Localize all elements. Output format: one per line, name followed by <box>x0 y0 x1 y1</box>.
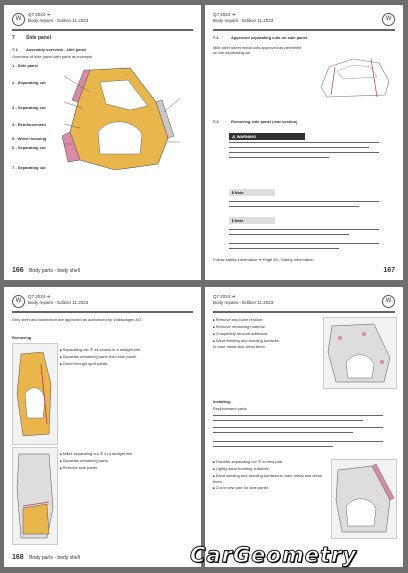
legend-item: 2 - Separating cut <box>12 80 46 85</box>
removal-step: ■ Separating cut ⑦ as shown in a straight line. <box>60 347 141 353</box>
note-text-line <box>229 234 349 235</box>
section-title: Side panel <box>26 35 52 41</box>
cleanup-step: ■ Remove remaining material. <box>213 324 266 330</box>
text-line <box>213 420 363 421</box>
section-number: 7 <box>12 35 15 41</box>
legend-item: 7 - Separating cut <box>12 165 46 170</box>
note-icon: ℹ <box>232 190 234 195</box>
manual-page-167 <box>205 5 403 280</box>
manual-page-166 <box>4 5 201 280</box>
removing-heading: Removing <box>12 335 32 340</box>
vw-logo-icon: W <box>382 13 395 26</box>
note-text-line <box>229 229 379 230</box>
page-footer <box>12 267 193 275</box>
note-label: Note <box>234 190 244 195</box>
note-banner <box>229 189 275 196</box>
install-step: ■ Transfer separating cut ⑦ to new part. <box>213 459 283 465</box>
header-subtitle: Body repairs - Edition 11.2023 <box>28 300 89 305</box>
intro-text: Overview of side panel with parts as example <box>12 54 93 59</box>
header-rule <box>213 29 395 31</box>
install-step: ■ Cut in new part for side panel. <box>213 485 269 491</box>
subsection-title: Assembly overview - side panel <box>26 47 87 52</box>
removal-step: ■ Separate remaining parts from side panel. <box>60 354 137 360</box>
text-line <box>213 446 333 447</box>
page-header <box>12 12 193 26</box>
vw-logo-icon: W <box>12 13 25 26</box>
manual-page-168 <box>4 287 201 567</box>
note-text-line <box>229 248 339 249</box>
cleanup-figure <box>323 317 397 389</box>
subsection-title: Approved separating cuts on side panel <box>231 35 308 40</box>
install-figure <box>331 459 397 539</box>
note-label: Note <box>234 218 244 223</box>
header-model: Q7 2024 ➔ <box>28 294 51 299</box>
vw-logo-icon: W <box>382 295 395 308</box>
subsection-text: Mild steel sheet metal cuts approved as permitted on the separating cut <box>213 45 302 55</box>
removal-step-figure <box>12 447 58 545</box>
warning-text-line <box>229 152 379 153</box>
page-footer <box>213 267 395 275</box>
page-number: 167 <box>383 267 395 274</box>
subsection-number: 7.2 <box>213 35 219 40</box>
header-rule <box>12 29 193 31</box>
warning-text-line <box>229 142 379 143</box>
warning-text-line <box>229 147 369 148</box>
note-text-line <box>229 243 379 244</box>
text-line <box>213 415 383 416</box>
subsection-number: 7.3 <box>213 119 219 124</box>
page-number: 166 <box>12 267 24 274</box>
page-header <box>12 294 193 308</box>
removal-step: ■ Separate remaining parts. <box>60 458 109 464</box>
replacement-heading: Replacement parts <box>213 406 247 411</box>
footer-text: Follow safety information ➔ Page 40 - Safety information <box>213 257 314 262</box>
cleanup-step: ■ Sand welding and bonding surfaces to bare metal and clean them. <box>213 338 283 349</box>
header-model: Q7 2024 ➔ <box>213 12 236 17</box>
separating-cuts-figure <box>313 37 393 109</box>
header-rule <box>12 311 193 313</box>
legend-item: 6 - Separating cut <box>12 145 46 150</box>
header-subtitle: Body repairs - Edition 11.2023 <box>213 300 274 305</box>
note-text-line <box>229 206 359 207</box>
removal-step-figure <box>12 343 58 445</box>
removal-step: ■ Make separating cut ⑦ in a straight line. <box>60 451 134 457</box>
header-model: Q7 2024 ➔ <box>213 294 236 299</box>
text-line <box>213 432 353 433</box>
installing-heading: Installing <box>213 399 231 404</box>
page-footer <box>12 554 193 562</box>
removal-step: ■ Remove side panel. <box>60 465 98 471</box>
legend-item: 3 - Separating cut <box>12 105 46 110</box>
page-header <box>213 294 395 308</box>
legend-item: 4 - Reinforcement <box>12 122 46 127</box>
install-step: ■ Sand welding and bonding surfaces to bare metal and clean them. <box>213 473 323 484</box>
warning-label: WARNING <box>236 134 257 139</box>
intro-text: Only steel and aluminium are approved as authorised by Volkswagen AG. <box>12 317 143 322</box>
header-subtitle: Body repairs - Edition 11.2023 <box>28 18 89 23</box>
removal-step: ■ Grind through spot welds. <box>60 361 108 367</box>
cleanup-step: ■ Remove any foam residue. <box>213 317 263 323</box>
subsection-number: 7.1 <box>12 47 18 52</box>
page-number: 168 <box>12 554 24 561</box>
footer-text: Body parts - body shell <box>29 268 80 274</box>
page-header <box>213 12 395 26</box>
footer-text: Body parts - body shell <box>29 555 80 561</box>
cleanup-step: ■ Completely remove adhesive. <box>213 331 268 337</box>
note-icon: ℹ <box>232 218 234 223</box>
note-text-line <box>229 201 379 202</box>
header-model: Q7 2024 ➔ <box>28 12 51 17</box>
text-line <box>213 441 383 442</box>
cargeometry-watermark: CarGeometry <box>190 543 358 567</box>
header-rule <box>213 311 395 313</box>
note-banner <box>229 217 275 224</box>
header-subtitle: Body repairs - Edition 11.2023 <box>213 18 274 23</box>
warning-triangle-icon: ⚠ <box>232 134 236 139</box>
text-line <box>213 427 383 428</box>
legend-item: 1 - Side panel <box>12 63 38 68</box>
install-step: ■ Lightly sand bonding surfaces. <box>213 466 270 472</box>
side-panel-figure <box>60 62 190 182</box>
warning-text-line <box>229 157 329 158</box>
manual-page-169 <box>205 287 403 567</box>
warning-banner <box>229 133 305 140</box>
legend-item: 5 - Wheel housing <box>12 136 47 141</box>
vw-logo-icon: W <box>12 295 25 308</box>
subsection-title: Removing side panel (rear section) <box>231 119 298 124</box>
